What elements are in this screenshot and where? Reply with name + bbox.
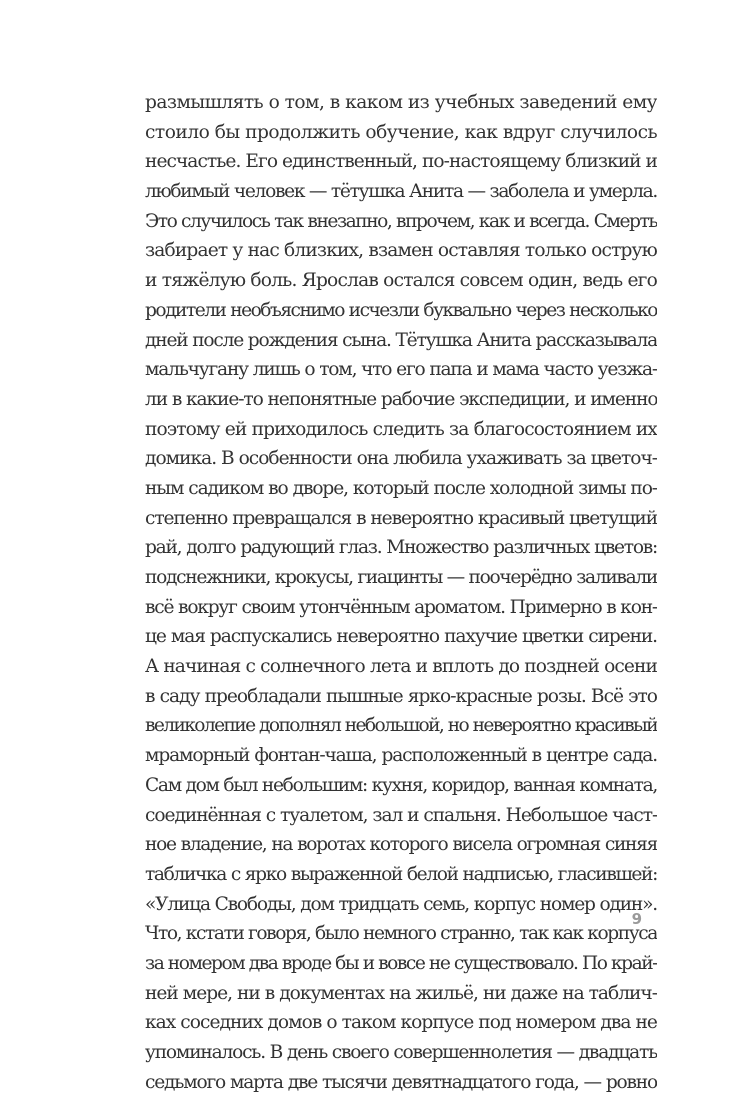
text-line: великолепие дополнял небольшой, но невероятно красивый bbox=[145, 715, 657, 737]
text-line: соединённая с туалетом, зал и спальня. Небольшое част- bbox=[145, 804, 657, 826]
text-line: дней после рождения сына. Тётушка Анита рассказывала bbox=[145, 329, 657, 351]
text-line: упоминалось. В день своего совершеннолетия — двадцать bbox=[145, 1042, 657, 1063]
text-line: всё вокруг своим утончённым ароматом. Примерно в кон- bbox=[145, 596, 657, 618]
text-line: несчастье. Его единственный, по-настоящему близкий и bbox=[145, 151, 657, 173]
text-line: любимый человек — тётушка Анита — заболела и умерла. bbox=[145, 181, 657, 203]
text-line: ней мере, ни в документах на жильё, ни даже на таблич- bbox=[145, 982, 657, 1004]
text-line: мальчугану лишь о том, что его папа и мама часто уезжа- bbox=[145, 359, 657, 381]
text-line: ках соседних домов о таком корпусе под номером два не bbox=[145, 1012, 657, 1034]
text-line: ли в какие-то непонятные рабочие экспедиции, и именно bbox=[145, 388, 657, 410]
text-line: за номером два вроде бы и вовсе не существовало. По край- bbox=[145, 952, 657, 974]
text-line: Что, кстати говоря, было немного странно, так как корпуса bbox=[145, 923, 657, 945]
text-line: ное владение, на воротах которого висела огромная синяя bbox=[145, 834, 657, 856]
text-line: в саду преобладали пышные ярко-красные розы. Всё это bbox=[145, 685, 657, 707]
text-line: ным садиком во дворе, который после холодной зимы по- bbox=[145, 477, 657, 499]
body-text bbox=[145, 88, 657, 1097]
text-line: це мая распускались невероятно пахучие цветки сирени. bbox=[145, 626, 657, 648]
text-line: забирает у нас близких, взамен оставляя только острую bbox=[145, 240, 657, 262]
text-line: стоило бы продолжить обучение, как вдруг случилось bbox=[145, 121, 657, 143]
text-line: поэтому ей приходилось следить за благосостоянием их bbox=[145, 418, 657, 440]
text-line: мраморный фонтан-чаша, расположенный в центре сада. bbox=[145, 745, 657, 767]
text-line: степенно превращался в невероятно красивый цветущий bbox=[145, 507, 657, 529]
text-line: подснежники, крокусы, гиацинты — поочерёдно заливали bbox=[145, 567, 657, 588]
text-line: родители необъяснимо исчезли буквально через несколько bbox=[145, 299, 657, 321]
text-line: седьмого марта две тысячи девятнадцатого года, — ровно bbox=[145, 1071, 657, 1093]
page-number: 9 bbox=[631, 910, 642, 928]
text-line: рай, долго радующий глаз. Множество различных цветов: bbox=[145, 537, 657, 559]
text-line: А начиная с солнечного лета и вплоть до поздней осени bbox=[145, 656, 657, 678]
text-line: Это случилось так внезапно, впрочем, как и всегда. Смерть bbox=[145, 210, 657, 232]
text-line: табличка с ярко выраженной белой надписью, гласившей: bbox=[145, 863, 657, 885]
text-line: «Улица Свободы, дом тридцать семь, корпус номер один». bbox=[145, 893, 657, 915]
text-line: и тяжёлую боль. Ярослав остался совсем один, ведь его bbox=[145, 270, 657, 292]
text-line: размышлять о том, в каком из учебных заведений ему bbox=[145, 92, 657, 113]
text-line: Сам дом был небольшим: кухня, коридор, ванная комната, bbox=[145, 774, 657, 796]
text-line: домика. В особенности она любила ухаживать за цветоч- bbox=[145, 448, 657, 470]
